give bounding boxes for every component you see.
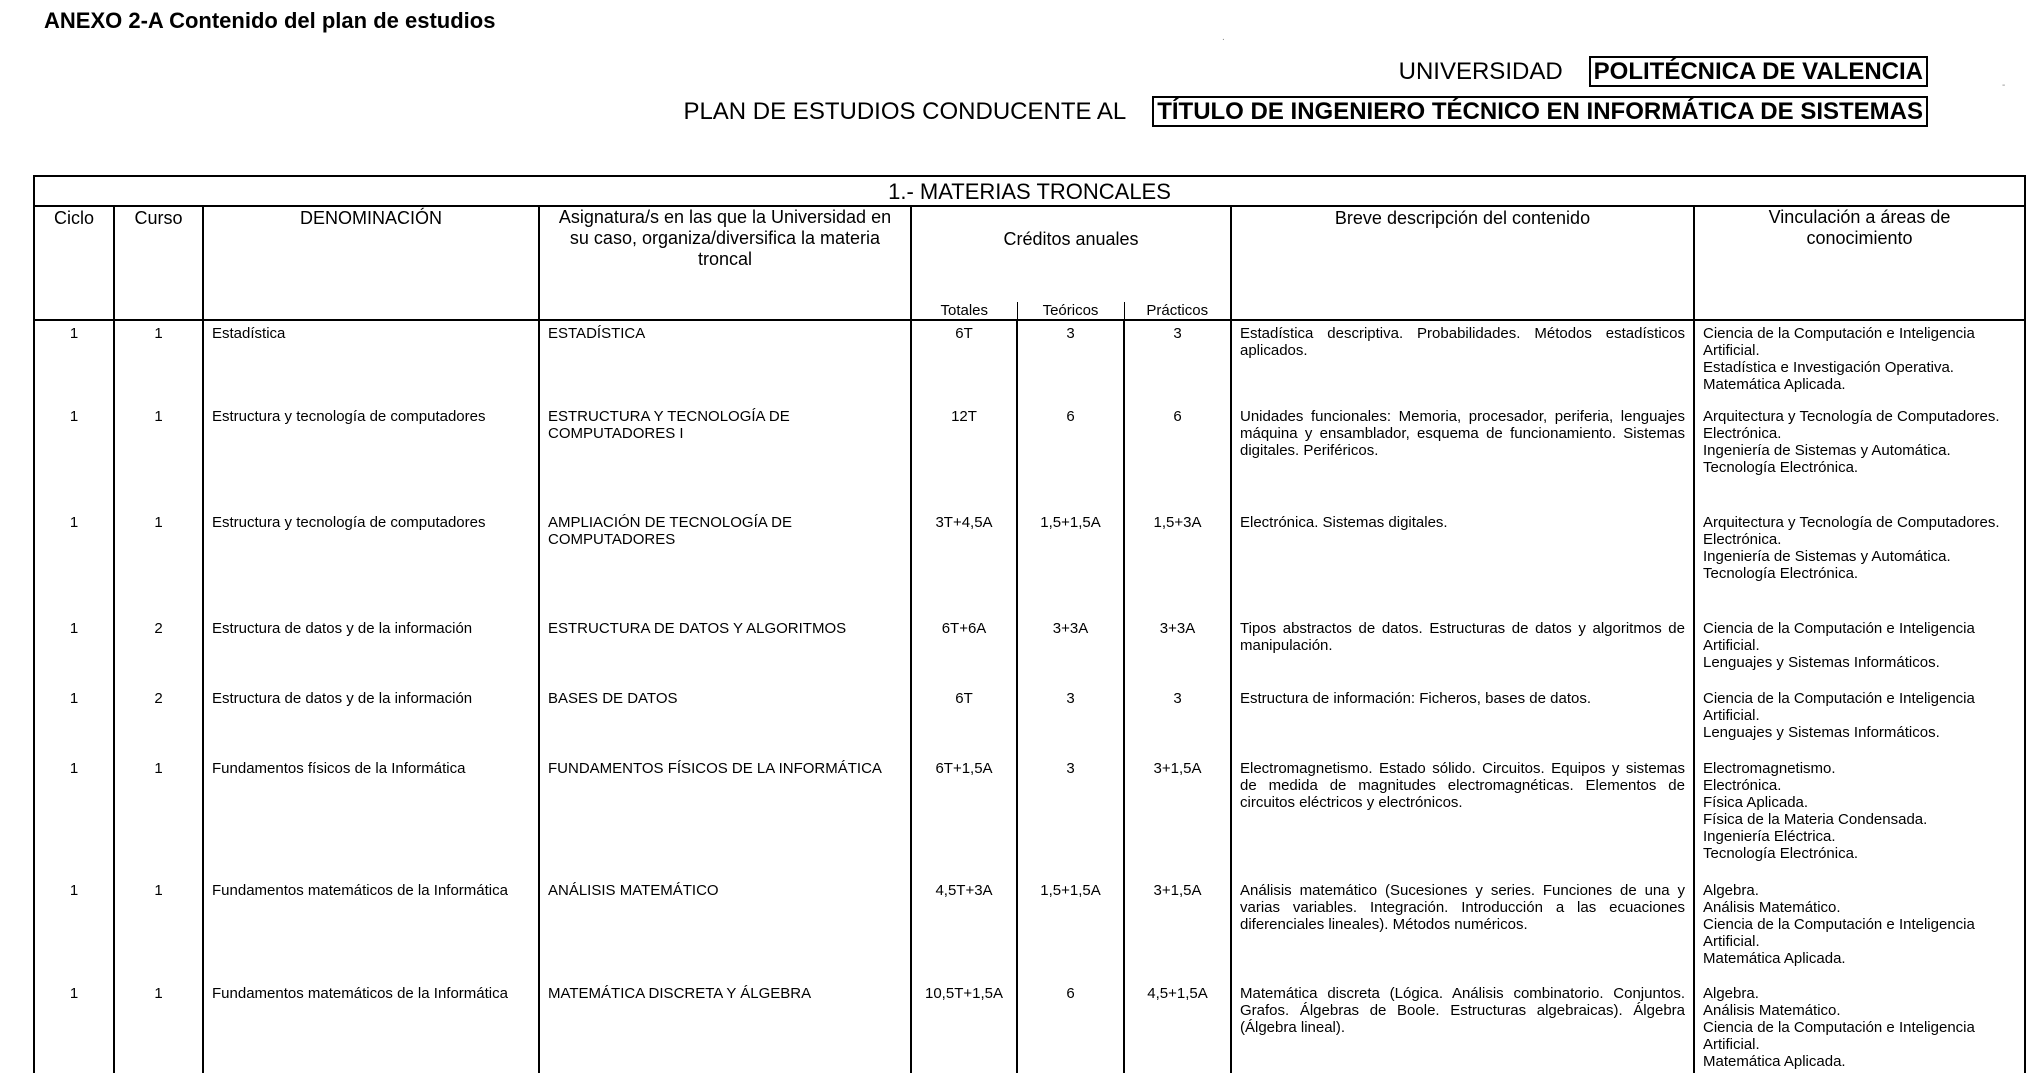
cell-practicos: 3+3A bbox=[1124, 616, 1231, 686]
table-row bbox=[34, 616, 2025, 686]
cell-ciclo: 1 bbox=[34, 981, 114, 1073]
cell-practicos: 1,5+3A bbox=[1124, 510, 1231, 616]
cell-asignatura: ESTRUCTURA Y TECNOLOGÍA DE COMPUTADORES I bbox=[539, 404, 911, 510]
table-row bbox=[34, 878, 2025, 981]
vinculacion-area: Estadística e Investigación Operativa. bbox=[1703, 359, 1954, 376]
cell-asignatura: FUNDAMENTOS FÍSICOS DE LA INFORMÁTICA bbox=[539, 756, 911, 878]
vinculacion-area: Ciencia de la Computación e Inteligencia Artificial. bbox=[1703, 1019, 1975, 1053]
cell-descripcion: Electrónica. Sistemas digitales. bbox=[1231, 510, 1694, 616]
header-ciclo: Ciclo bbox=[34, 206, 114, 320]
scan-speck: . bbox=[1222, 32, 1225, 43]
cell-totales: 4,5T+3A bbox=[911, 878, 1017, 981]
cell-asignatura: AMPLIACIÓN DE TECNOLOGÍA DE COMPUTADORES bbox=[539, 510, 911, 616]
cell-vinculacion bbox=[1694, 616, 2025, 686]
vinculacion-area: Tecnología Electrónica. bbox=[1703, 565, 1859, 582]
vinculacion-area: Algebra. bbox=[1703, 985, 1759, 1002]
cell-descripcion: Análisis matemático (Sucesiones y series. Funciones de una y varias variables. Integración. Introducción a las ecuaciones diferenciales lineales). Métodos numéricos. bbox=[1231, 878, 1694, 981]
table-row bbox=[34, 404, 2025, 510]
cell-descripcion: Matemática discreta (Lógica. Análisis combinatorio. Conjuntos. Grafos. Álgebras de Boole. Estructuras algebraicas). Álgebra (Álgebra lineal). bbox=[1231, 981, 1694, 1073]
cell-vinculacion bbox=[1694, 756, 2025, 878]
table-row bbox=[34, 510, 2025, 616]
cell-descripcion: Estadística descriptiva. Probabilidades. Métodos estadísticos aplicados. bbox=[1231, 320, 1694, 404]
cell-ciclo: 1 bbox=[34, 404, 114, 510]
cell-descripcion: Estructura de información: Ficheros, bases de datos. bbox=[1231, 686, 1694, 756]
cell-teoricos: 1,5+1,5A bbox=[1017, 878, 1124, 981]
cell-ciclo: 1 bbox=[34, 878, 114, 981]
cell-curso: 1 bbox=[114, 320, 203, 404]
cell-denominacion: Estructura de datos y de la información bbox=[203, 686, 539, 756]
vinculacion-area: Ingeniería de Sistemas y Automática. bbox=[1703, 442, 1951, 459]
vinculacion-area: Matemática Aplicada. bbox=[1703, 1053, 1846, 1070]
cell-asignatura: MATEMÁTICA DISCRETA Y ÁLGEBRA bbox=[539, 981, 911, 1073]
university-name: POLITÉCNICA DE VALENCIA bbox=[1589, 56, 1928, 87]
header-vinculacion: Vinculación a áreas de conocimiento bbox=[1694, 206, 2025, 320]
cell-denominacion: Fundamentos matemáticos de la Informática bbox=[203, 981, 539, 1073]
header-practicos: Prácticos bbox=[1124, 302, 1231, 320]
cell-curso: 1 bbox=[114, 756, 203, 878]
vinculacion-area: Física Aplicada. bbox=[1703, 794, 1809, 811]
table-row bbox=[34, 756, 2025, 878]
university-prefix: UNIVERSIDAD bbox=[1398, 58, 1563, 85]
cell-curso: 1 bbox=[114, 404, 203, 510]
cell-ciclo: 1 bbox=[34, 510, 114, 616]
vinculacion-area: Ingeniería de Sistemas y Automática. bbox=[1703, 548, 1951, 565]
table-row bbox=[34, 686, 2025, 756]
cell-descripcion: Electromagnetismo. Estado sólido. Circuitos. Equipos y sistemas de medida de magnitudes electromagnéticas. Elementos de circuitos eléctricos y electrónicos. bbox=[1231, 756, 1694, 878]
cell-ciclo: 1 bbox=[34, 686, 114, 756]
cell-practicos: 3+1,5A bbox=[1124, 756, 1231, 878]
cell-teoricos: 1,5+1,5A bbox=[1017, 510, 1124, 616]
vinculacion-area: Ciencia de la Computación e Inteligencia Artificial. bbox=[1703, 916, 1975, 950]
troncales-table bbox=[33, 175, 2026, 1073]
cell-totales: 12T bbox=[911, 404, 1017, 510]
vinculacion-area: Ciencia de la Computación e Inteligencia Artificial. bbox=[1703, 325, 1975, 359]
cell-curso: 1 bbox=[114, 981, 203, 1073]
vinculacion-area: Lenguajes y Sistemas Informáticos. bbox=[1703, 654, 1940, 671]
cell-vinculacion bbox=[1694, 981, 2025, 1073]
university-line bbox=[1399, 58, 1928, 86]
cell-ciclo: 1 bbox=[34, 616, 114, 686]
header-asignatura: Asignatura/s en las que la Universidad en su caso, organiza/diversifica la materia troncal bbox=[539, 206, 911, 320]
cell-practicos: 3 bbox=[1124, 320, 1231, 404]
cell-practicos: 3 bbox=[1124, 686, 1231, 756]
cell-curso: 2 bbox=[114, 616, 203, 686]
vinculacion-area: Lenguajes y Sistemas Informáticos. bbox=[1703, 724, 1940, 741]
vinculacion-area: Ciencia de la Computación e Inteligencia Artificial. bbox=[1703, 690, 1975, 724]
vinculacion-area: Matemática Aplicada. bbox=[1703, 950, 1846, 967]
plan-line bbox=[683, 98, 1928, 126]
table-body bbox=[34, 320, 2025, 1073]
table-row bbox=[34, 320, 2025, 404]
cell-denominacion: Estructura de datos y de la información bbox=[203, 616, 539, 686]
section-title: 1.- MATERIAS TRONCALES bbox=[34, 176, 2025, 206]
cell-curso: 1 bbox=[114, 510, 203, 616]
cell-totales: 3T+4,5A bbox=[911, 510, 1017, 616]
annex-title: ANEXO 2-A Contenido del plan de estudios bbox=[44, 8, 496, 33]
vinculacion-area: Algebra. bbox=[1703, 882, 1759, 899]
cell-denominacion: Fundamentos físicos de la Informática bbox=[203, 756, 539, 878]
header-teoricos: Teóricos bbox=[1017, 302, 1124, 320]
vinculacion-area: Matemática Aplicada. bbox=[1703, 376, 1846, 393]
table-row bbox=[34, 981, 2025, 1073]
vinculacion-area: Análisis Matemático. bbox=[1703, 899, 1841, 916]
cell-denominacion: Estructura y tecnología de computadores bbox=[203, 510, 539, 616]
cell-teoricos: 3+3A bbox=[1017, 616, 1124, 686]
scan-speck: - bbox=[2002, 80, 2006, 91]
cell-vinculacion bbox=[1694, 878, 2025, 981]
vinculacion-area: Arquitectura y Tecnología de Computadores. bbox=[1703, 514, 2000, 531]
cell-descripcion: Unidades funcionales: Memoria, procesador, periferia, lenguajes máquina y ensamblador, esquema de funcionamiento. Sistemas digitales. Periféricos. bbox=[1231, 404, 1694, 510]
header-denominacion: DENOMINACIÓN bbox=[203, 206, 539, 320]
cell-teoricos: 6 bbox=[1017, 981, 1124, 1073]
plan-prefix: PLAN DE ESTUDIOS CONDUCENTE AL bbox=[683, 98, 1127, 125]
cell-teoricos: 3 bbox=[1017, 320, 1124, 404]
cell-totales: 6T+6A bbox=[911, 616, 1017, 686]
vinculacion-area: Ciencia de la Computación e Inteligencia Artificial. bbox=[1703, 620, 1975, 654]
cell-teoricos: 6 bbox=[1017, 404, 1124, 510]
cell-denominacion: Fundamentos matemáticos de la Informática bbox=[203, 878, 539, 981]
cell-totales: 6T bbox=[911, 320, 1017, 404]
vinculacion-area: Tecnología Electrónica. bbox=[1703, 459, 1859, 476]
header-descripcion: Breve descripción del contenido bbox=[1231, 206, 1694, 320]
cell-descripcion: Tipos abstractos de datos. Estructuras de datos y algoritmos de manipulación. bbox=[1231, 616, 1694, 686]
vinculacion-area: Análisis Matemático. bbox=[1703, 1002, 1841, 1019]
cell-ciclo: 1 bbox=[34, 320, 114, 404]
cell-practicos: 6 bbox=[1124, 404, 1231, 510]
cell-practicos: 4,5+1,5A bbox=[1124, 981, 1231, 1073]
cell-asignatura: ESTRUCTURA DE DATOS Y ALGORITMOS bbox=[539, 616, 911, 686]
cell-asignatura: BASES DE DATOS bbox=[539, 686, 911, 756]
vinculacion-area: Física de la Materia Condensada. bbox=[1703, 811, 1928, 828]
cell-ciclo: 1 bbox=[34, 756, 114, 878]
plan-title: TÍTULO DE INGENIERO TÉCNICO EN INFORMÁTICA DE SISTEMAS bbox=[1152, 96, 1928, 127]
cell-totales: 6T bbox=[911, 686, 1017, 756]
vinculacion-area: Tecnología Electrónica. bbox=[1703, 845, 1859, 862]
vinculacion-area: Electrónica. bbox=[1703, 777, 1782, 794]
vinculacion-area: Ingeniería Eléctrica. bbox=[1703, 828, 1836, 845]
header-creditos: Créditos anuales bbox=[911, 206, 1231, 302]
cell-totales: 10,5T+1,5A bbox=[911, 981, 1017, 1073]
cell-asignatura: ANÁLISIS MATEMÁTICO bbox=[539, 878, 911, 981]
cell-totales: 6T+1,5A bbox=[911, 756, 1017, 878]
cell-vinculacion bbox=[1694, 320, 2025, 404]
cell-asignatura: ESTADÍSTICA bbox=[539, 320, 911, 404]
vinculacion-area: Electrónica. bbox=[1703, 531, 1782, 548]
cell-vinculacion bbox=[1694, 404, 2025, 510]
cell-denominacion: Estadística bbox=[203, 320, 539, 404]
header-curso: Curso bbox=[114, 206, 203, 320]
cell-curso: 1 bbox=[114, 878, 203, 981]
cell-teoricos: 3 bbox=[1017, 686, 1124, 756]
cell-vinculacion bbox=[1694, 686, 2025, 756]
vinculacion-area: Electrónica. bbox=[1703, 425, 1782, 442]
cell-vinculacion bbox=[1694, 510, 2025, 616]
cell-denominacion: Estructura y tecnología de computadores bbox=[203, 404, 539, 510]
vinculacion-area: Electromagnetismo. bbox=[1703, 760, 1836, 777]
header-totales: Totales bbox=[911, 302, 1017, 320]
cell-teoricos: 3 bbox=[1017, 756, 1124, 878]
vinculacion-area: Arquitectura y Tecnología de Computadores. bbox=[1703, 408, 2000, 425]
cell-curso: 2 bbox=[114, 686, 203, 756]
cell-practicos: 3+1,5A bbox=[1124, 878, 1231, 981]
